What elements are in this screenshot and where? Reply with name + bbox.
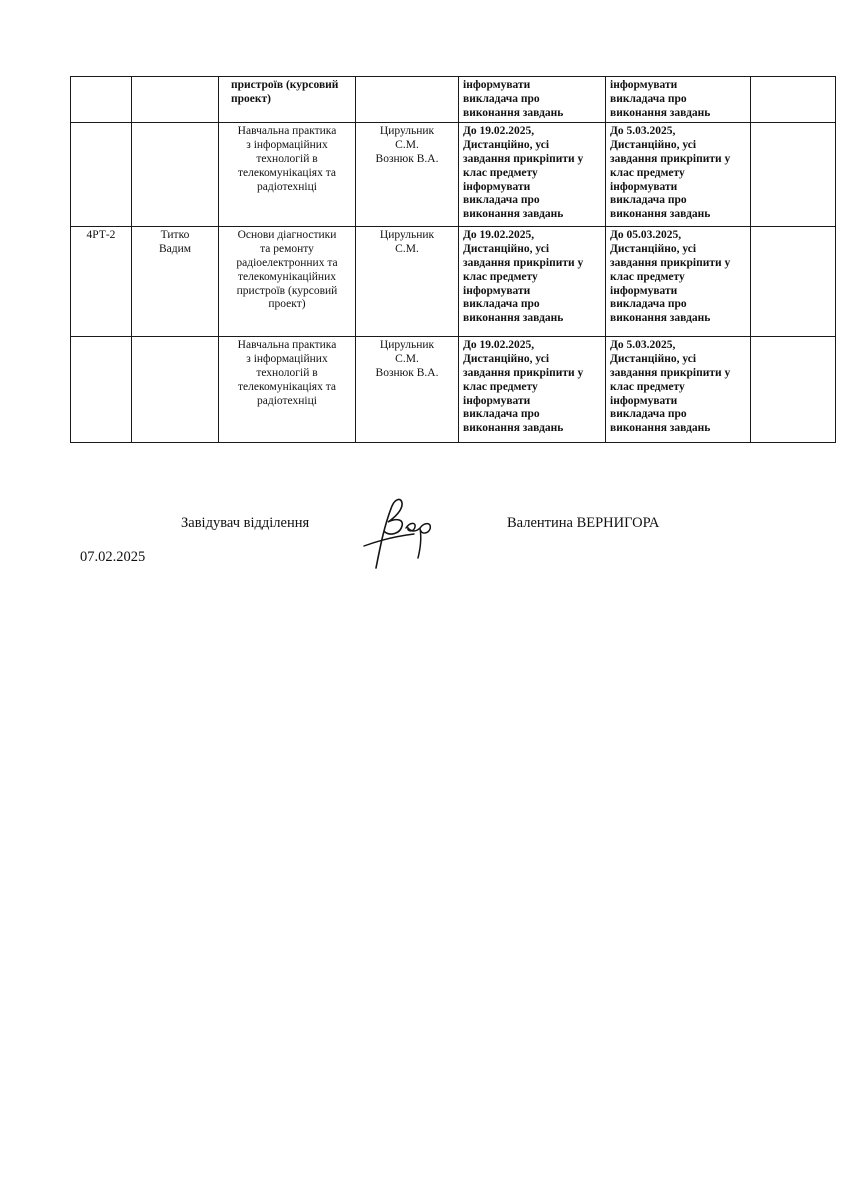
- due-line: виконання завдань: [610, 208, 711, 221]
- teacher-cell: [356, 77, 459, 123]
- subject-cell: [219, 337, 356, 443]
- group-cell: [71, 77, 132, 123]
- due-line: викладача про: [610, 408, 687, 421]
- handwritten-signature: [358, 488, 458, 578]
- due-line: До 05.03.2025,: [610, 229, 682, 242]
- due-line: виконання завдань: [463, 106, 564, 119]
- due-line: інформувати: [463, 79, 531, 91]
- due-line: інформувати: [610, 284, 678, 297]
- teacher-line: Вознюк В.А.: [375, 152, 439, 165]
- group-cell: [71, 123, 132, 227]
- student-cell: [132, 227, 219, 337]
- due-line: інформувати: [463, 180, 531, 193]
- due-line: Дистанційно, усі: [463, 353, 550, 366]
- group-cell: [71, 227, 132, 337]
- due-date-cell: [459, 123, 606, 227]
- teacher-cell: [356, 337, 459, 443]
- due-line: інформувати: [610, 394, 678, 407]
- subject-line: проект): [268, 298, 306, 311]
- table-row: [71, 337, 836, 443]
- due-line: викладача про: [610, 298, 687, 311]
- table-row: [71, 227, 836, 337]
- signatory-role: Завідувач відділення: [181, 515, 310, 531]
- due-date-cell: [459, 337, 606, 443]
- notes-cell: [751, 227, 836, 337]
- retake-date-cell: [606, 123, 751, 227]
- due-line: клас предмету: [610, 166, 685, 179]
- schedule-table: [70, 76, 836, 443]
- due-line: До 5.03.2025,: [610, 125, 676, 138]
- due-line: До 19.02.2025,: [463, 229, 535, 242]
- due-line: клас предмету: [463, 270, 538, 283]
- subject-line: телекомунікаціях та: [238, 380, 336, 393]
- due-line: виконання завдань: [463, 422, 564, 435]
- teacher-line: Цирульник: [379, 339, 435, 352]
- due-line: завдання прикріпити у: [610, 256, 731, 269]
- subject-line: з інформаційних: [246, 353, 328, 366]
- due-line: виконання завдань: [463, 208, 564, 221]
- subject-line: Навчальна практика: [237, 125, 337, 138]
- retake-date-cell: [606, 227, 751, 337]
- teacher-line: С.М.: [395, 353, 419, 366]
- notes-cell: [751, 337, 836, 443]
- teacher-line: Цирульник: [379, 125, 435, 138]
- due-line: інформувати: [610, 79, 678, 91]
- due-line: виконання завдань: [463, 312, 564, 325]
- due-line: виконання завдань: [610, 106, 711, 119]
- group-code: 4РТ-2: [86, 229, 116, 242]
- due-line: інформувати: [463, 394, 531, 407]
- due-date-cell: [459, 227, 606, 337]
- table-row: [71, 77, 836, 123]
- table-row: [71, 123, 836, 227]
- subject-line: радіоелектронних та: [236, 256, 338, 269]
- due-line: завдання прикріпити у: [463, 366, 584, 379]
- subject-cell: [219, 123, 356, 227]
- due-line: клас предмету: [463, 166, 538, 179]
- subject-cell: [219, 77, 356, 123]
- due-line: викладача про: [610, 194, 687, 207]
- due-line: викладача про: [463, 408, 540, 421]
- student-cell: [132, 123, 219, 227]
- subject-line: та ремонту: [260, 243, 314, 256]
- due-line: викладача про: [463, 298, 540, 311]
- due-line: виконання завдань: [610, 422, 711, 435]
- due-line: завдання прикріпити у: [463, 256, 584, 269]
- due-line: завдання прикріпити у: [610, 366, 731, 379]
- subject-line: технологій в: [256, 366, 318, 379]
- student-cell: [132, 337, 219, 443]
- subject-line: Навчальна практика: [237, 339, 337, 352]
- signatory-name: Валентина ВЕРНИГОРА: [507, 515, 660, 531]
- due-line: Дистанційно, усі: [463, 139, 550, 152]
- teacher-cell: [356, 123, 459, 227]
- due-line: викладача про: [610, 92, 687, 105]
- teacher-line: Вознюк В.А.: [375, 366, 439, 379]
- group-cell: [71, 337, 132, 443]
- teacher-line: С.М.: [395, 243, 419, 256]
- subject-line: радіотехніці: [257, 180, 317, 193]
- due-line: До 19.02.2025,: [463, 339, 535, 352]
- due-date-cell: [459, 77, 606, 123]
- retake-date-cell: [606, 337, 751, 443]
- subject-line: телекомунікаційних: [238, 270, 336, 283]
- due-line: До 5.03.2025,: [610, 339, 676, 352]
- due-line: Дистанційно, усі: [610, 243, 697, 256]
- subject-cell: [219, 227, 356, 337]
- due-line: Дистанційно, усі: [463, 243, 550, 256]
- due-line: клас предмету: [610, 270, 685, 283]
- subject-line: технологій в: [256, 152, 318, 165]
- due-line: До 19.02.2025,: [463, 125, 535, 138]
- due-line: клас предмету: [610, 380, 685, 393]
- due-line: клас предмету: [463, 380, 538, 393]
- subject-line: Основи діагностики: [237, 229, 337, 242]
- student-name-line: Титко: [160, 229, 190, 242]
- due-line: інформувати: [610, 180, 678, 193]
- subject-line: з інформаційних: [246, 139, 328, 152]
- student-name-line: Вадим: [158, 243, 192, 256]
- subject-line: проект): [231, 92, 271, 105]
- due-line: інформувати: [463, 284, 531, 297]
- due-line: завдання прикріпити у: [463, 152, 584, 165]
- due-line: викладача про: [463, 92, 540, 105]
- due-line: завдання прикріпити у: [610, 152, 731, 165]
- teacher-cell: [356, 227, 459, 337]
- document-date: 07.02.2025: [80, 549, 146, 565]
- teacher-line: Цирульник: [379, 229, 435, 242]
- due-line: виконання завдань: [610, 312, 711, 325]
- due-line: Дистанційно, усі: [610, 139, 697, 152]
- due-line: Дистанційно, усі: [610, 353, 697, 366]
- notes-cell: [751, 77, 836, 123]
- subject-line: телекомунікаціях та: [238, 166, 336, 179]
- subject-line: пристроїв (курсовий: [236, 284, 338, 297]
- retake-date-cell: [606, 77, 751, 123]
- subject-line: радіотехніці: [257, 394, 317, 407]
- student-cell: [132, 77, 219, 123]
- subject-line: пристроїв (курсовий: [231, 79, 339, 91]
- teacher-line: С.М.: [395, 139, 419, 152]
- due-line: викладача про: [463, 194, 540, 207]
- notes-cell: [751, 123, 836, 227]
